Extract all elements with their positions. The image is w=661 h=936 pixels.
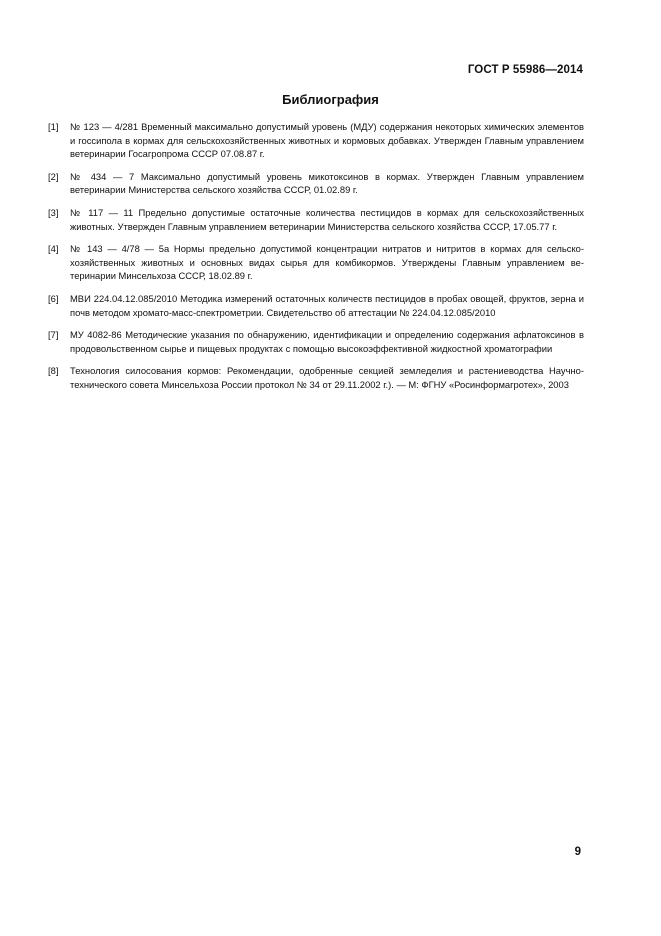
bibliography-item — [48, 292, 584, 319]
bibliography-list — [48, 120, 584, 401]
bibliography-item-number: [2] — [48, 170, 59, 182]
bibliography-item-number: [1] — [48, 121, 59, 132]
page-number: 9 — [574, 846, 581, 858]
bibliography-item-text: № 117 — 11 Предельно допустимые остаточные количества пестицидов в кормах для сельскохозяйственных животных. Утвержден Главным управлением ветеринарии Министерства сельского хозяйства СССР, 17.05.77 г. — [70, 206, 584, 232]
bibliography-item — [48, 170, 584, 197]
bibliography-item-text: МУ 4082-86 Методические указания по обнаружению, идентификации и определению содержания афлатоксинов в продовольственном сырье и пищевых продуктах с помощью высокоэффективной жидкостной хроматографии — [70, 329, 584, 354]
bibliography-item — [48, 364, 584, 391]
bibliography-item — [48, 206, 584, 233]
bibliography-item-text: МВИ 224.04.12.085/2010 Методика измерений остаточных количеств пестицидов в пробах овощей, фруктов, зерна и почв методом хромато-масс-спектрометрии. Свидетельство об аттестации № 224.04.12.085/2010 — [70, 292, 584, 318]
bibliography-item-text: № 123 — 4/281 Временный максимально допустимый уровень (МДУ) содержания некоторых химических элементов и госсипола в кормах для сельскохозяйственных животных и кормовых добавках. Утвержден Главным управлением ветеринарии Госагропрома СССР 07.08.87 г. — [70, 121, 584, 160]
bibliography-item-text: Технология силосования кормов: Рекомендации, одобренные секцией земледелия и растениеводства Научно-технического совета Минсельхоза России протокол № 34 от 29.11.2002 г.). — М: ФГНУ «Росинформагротех», 2003 — [70, 365, 584, 390]
bibliography-item-text: № 143 — 4/78 — 5а Нормы предельно допустимой концентрации нитратов и нитритов в кормах для сельскохозяйственных животных и основных видах сырья для комбикормов. Утверждены Главным управлением ветеринарии Минсельхоза СССР, 18.02.89 г. — [70, 243, 584, 282]
bibliography-item-number: [3] — [48, 206, 59, 218]
bibliography-item — [48, 120, 584, 161]
document-code: ГОСТ Р 55986—2014 — [467, 64, 583, 76]
bibliography-item-number: [4] — [48, 243, 59, 255]
bibliography-title: Библиография — [282, 92, 379, 107]
bibliography-item-number: [8] — [48, 365, 59, 377]
bibliography-item — [48, 328, 584, 355]
bibliography-item-number: [6] — [48, 292, 59, 304]
bibliography-item — [48, 242, 584, 283]
bibliography-item-number: [7] — [48, 329, 59, 341]
bibliography-item-text: № 434 — 7 Максимально допустимый уровень микотоксинов в кормах. Утвержден Главным управлением ветеринарии Министерства сельского хозяйства СССР, 01.02.89 г. — [70, 170, 584, 196]
